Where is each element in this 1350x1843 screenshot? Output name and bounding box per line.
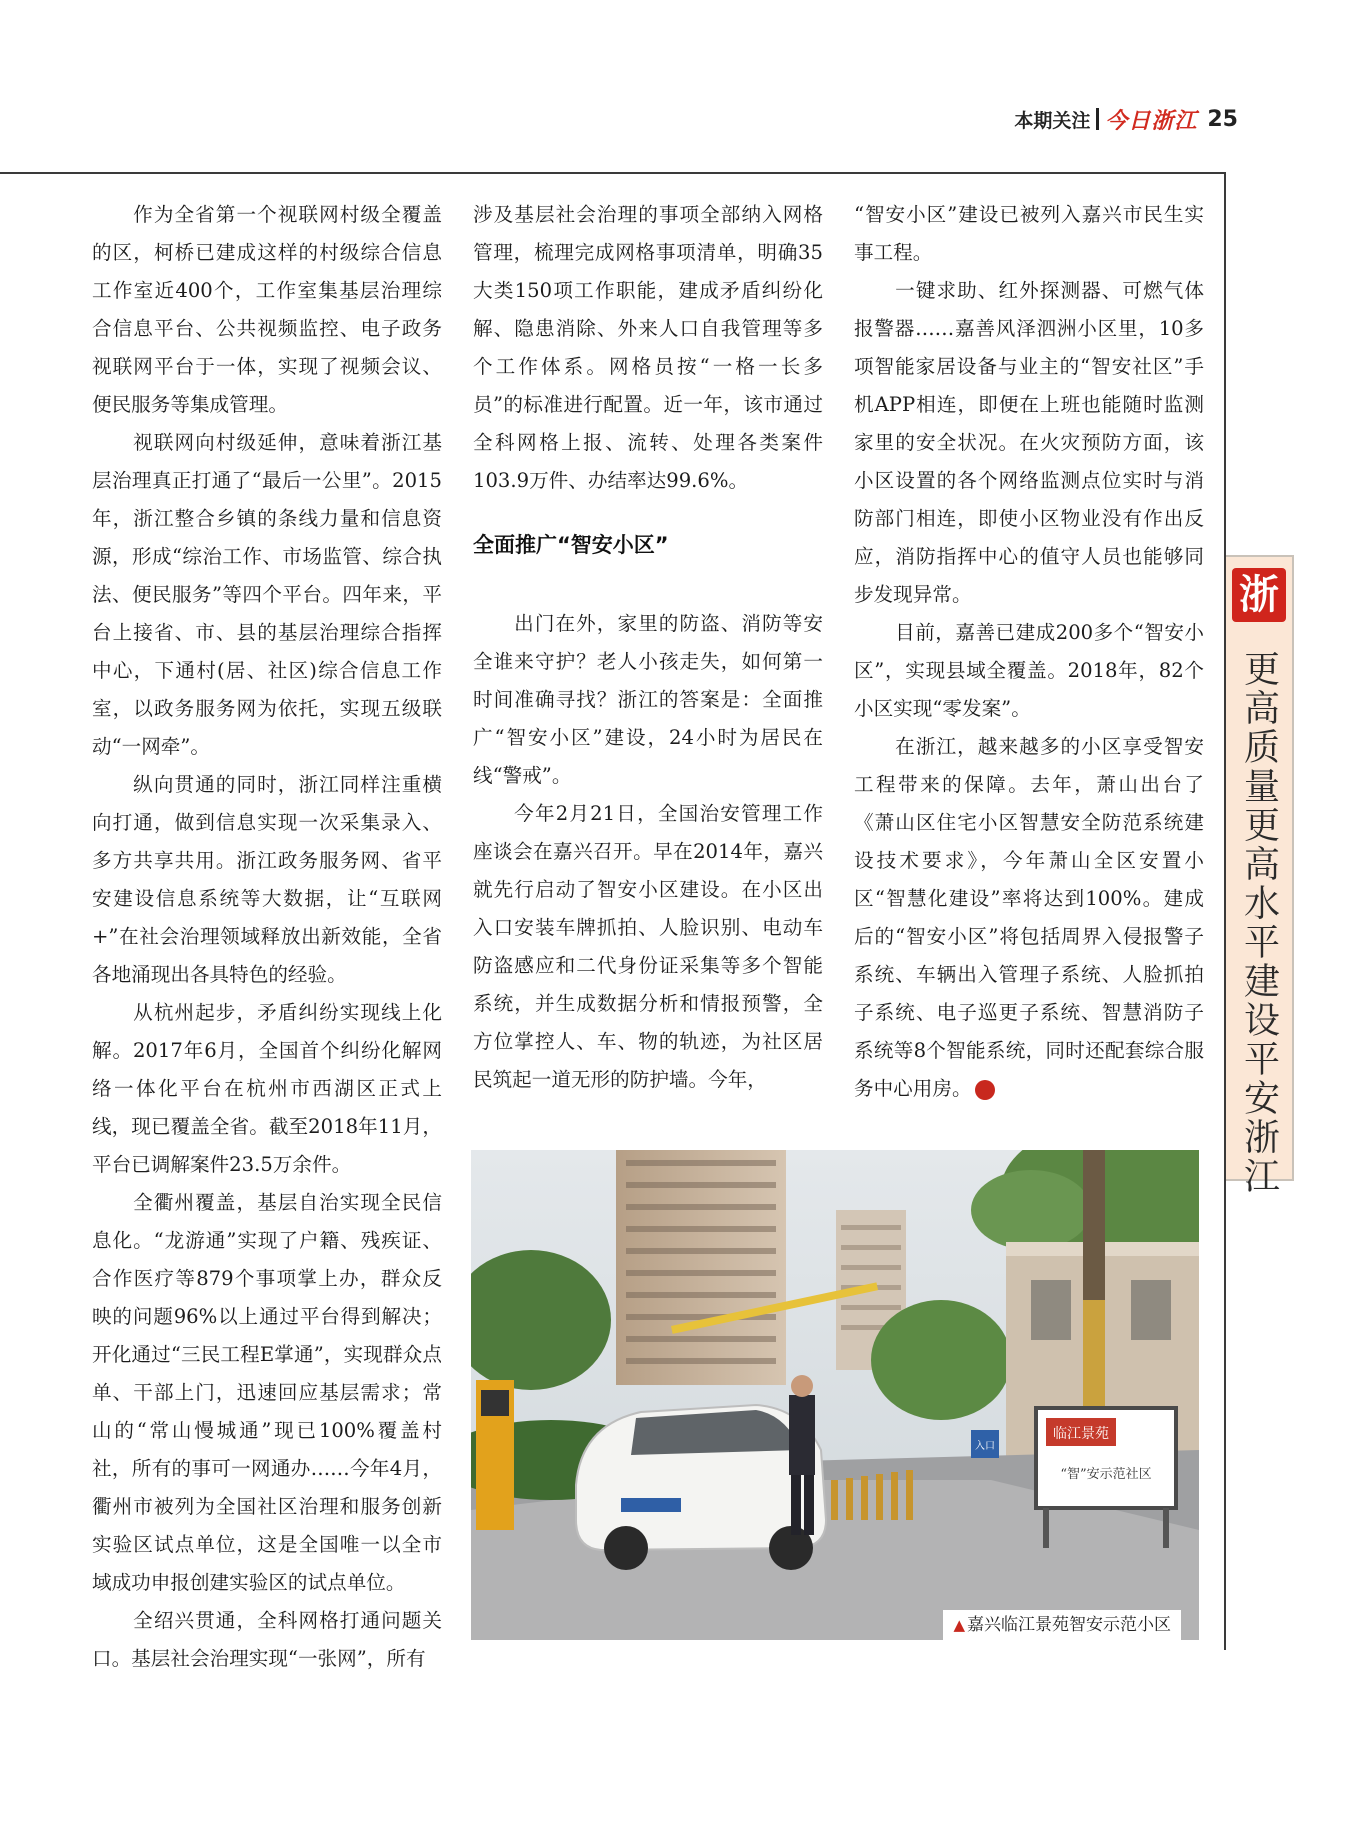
photo-caption (943, 1610, 1181, 1640)
paragraph: 从杭州起步，矛盾纠纷实现线上化解。2017年6月，全国首个纠纷化解网络一体化平台在杭州市西湖区正式上线，现已覆盖全省。截至2018年11月，平台已调解案件23.5万余件。 (92, 1001, 442, 1176)
sidebar-vertical-title: 更高质量更高水平建设平安浙江 (1238, 650, 1280, 1196)
end-mark-icon: 今 (975, 1080, 995, 1100)
paragraph: 全绍兴贯通，全科网格打通问题关口。基层社会治理实现“一张网”，所有 (92, 1609, 442, 1670)
page-header (1014, 104, 1238, 134)
section-label: 本期关注 (1014, 109, 1091, 132)
sign-bottom-text: “智”安示范社区 (1060, 1467, 1152, 1482)
caption-triangle-icon: ▲ (953, 1616, 965, 1634)
article-column-2 (473, 196, 823, 1099)
page-number: 25 (1207, 106, 1238, 132)
sign-top-text: 临江景苑 (1053, 1426, 1109, 1442)
caption-text: 嘉兴临江景苑智安示范小区 (967, 1615, 1171, 1635)
paragraph: 一键求助、红外探测器、可燃气体报警器……嘉善风泽泗洲小区里，10多项智能家居设备与业主的“智安社区”手机APP相连，即便在上班也能随时监测家里的安全状况。在火灾预防方面，该小区设置的各个网络监测点位实时与消防部门相连，即使小区物业没有作出反应，消防指挥中心的值守人员也能够同步发现异常。 (854, 279, 1204, 606)
zhejiang-seal-icon: 浙 (1232, 568, 1286, 622)
photo-illustration (471, 1150, 1199, 1640)
paragraph: 纵向贯通的同时，浙江同样注重横向打通，做到信息实现一次采集录入、多方共享共用。浙江政务服务网、省平安建设信息系统等大数据，让“互联网+”在社会治理领域释放出新效能，全省各地涌现出各具特色的经验。 (92, 773, 442, 986)
paragraph: 作为全省第一个视联网村级全覆盖的区，柯桥已建成这样的村级综合信息工作室近400个，工作室集基层治理综合信息平台、公共视频监控、电子政务视联网平台于一体，实现了视频会议、便民服务等集成管理。 (92, 203, 442, 416)
paragraph-continued: 涉及基层社会治理的事项全部纳入网格管理，梳理完成网格事项清单，明确35大类150项工作职能，建成矛盾纠纷化解、隐患消除、外来人口自我管理等多个工作体系。网格员按“一格一长多员”的标准进行配置。近一年，该市通过全科网格上报、流转、处理各类案件103.9万件、办结率达99.6%。 (473, 203, 823, 492)
paragraph: 出门在外，家里的防盗、消防等安全谁来守护？老人小孩走失，如何第一时间准确寻找？浙江的答案是：全面推广“智安小区”建设，24小时为居民在线“警戒”。 (473, 612, 823, 787)
section-subheading: 全面推广“智安小区” (473, 533, 669, 557)
paragraph-text: 在浙江，越来越多的小区享受智安工程带来的保障。去年，萧山出台了《萧山区住宅小区智慧安全防范系统建设技术要求》，今年萧山全区安置小区“智慧化建设”率将达到100%。建成后的“智安小区”将包括周界入侵报警子系统、车辆出入管理子系统、人脸抓拍子系统、电子巡更子系统、智慧消防子系统等8个智能系统，同时还配套综合服务中心用房。 (854, 735, 1204, 1100)
article-photo (471, 1150, 1199, 1640)
header-divider (1096, 108, 1099, 130)
paragraph: 视联网向村级延伸，意味着浙江基层治理真正打通了“最后一公里”。2015年，浙江整合乡镇的条线力量和信息资源，形成“综治工作、市场监管、综合执法、便民服务”等四个平台。四年来，平台上接省、市、县的基层治理综合指挥中心，下通村(居、社区)综合信息工作室，以政务服务网为依托，实现五级联动“一网牵”。 (92, 431, 442, 758)
article-column-3 (854, 196, 1204, 1108)
paragraph-continued: “智安小区”建设已被列入嘉兴市民生实事工程。 (854, 203, 1204, 264)
top-rule (0, 172, 1226, 174)
paragraph: 全衢州覆盖，基层自治实现全民信息化。“龙游通”实现了户籍、残疾证、合作医疗等879个事项掌上办，群众反映的问题96%以上通过平台得到解决；开化通过“三民工程E掌通”，实现群众点单、干部上门，迅速回应基层需求；常山的“常山慢城通”现已100%覆盖村社，所有的事可一网通办……今年4月，衢州市被列为全国社区治理和服务创新实验区试点单位，这是全国唯一以全市域成功申报创建实验区的试点单位。 (92, 1191, 442, 1594)
article-column-1 (92, 196, 442, 1678)
paragraph: 今年2月21日，全国治安管理工作座谈会在嘉兴召开。早在2014年，嘉兴就先行启动了智安小区建设。在小区出入口安装车牌抓拍、人脸识别、电动车防盗感应和二代身份证采集等多个智能系统，并生成数据分析和情报预警，全方位掌控人、车、物的轨迹，为社区居民筑起一道无形的防护墙。今年， (473, 802, 823, 1091)
paragraph (854, 728, 1204, 1108)
magazine-logo: 今日浙江 (1105, 107, 1198, 134)
paragraph: 目前，嘉善已建成200多个“智安小区”，实现县域全覆盖。2018年，82个小区实现“零发案”。 (854, 621, 1204, 720)
entrance-sign-text: 入口 (975, 1441, 995, 1452)
